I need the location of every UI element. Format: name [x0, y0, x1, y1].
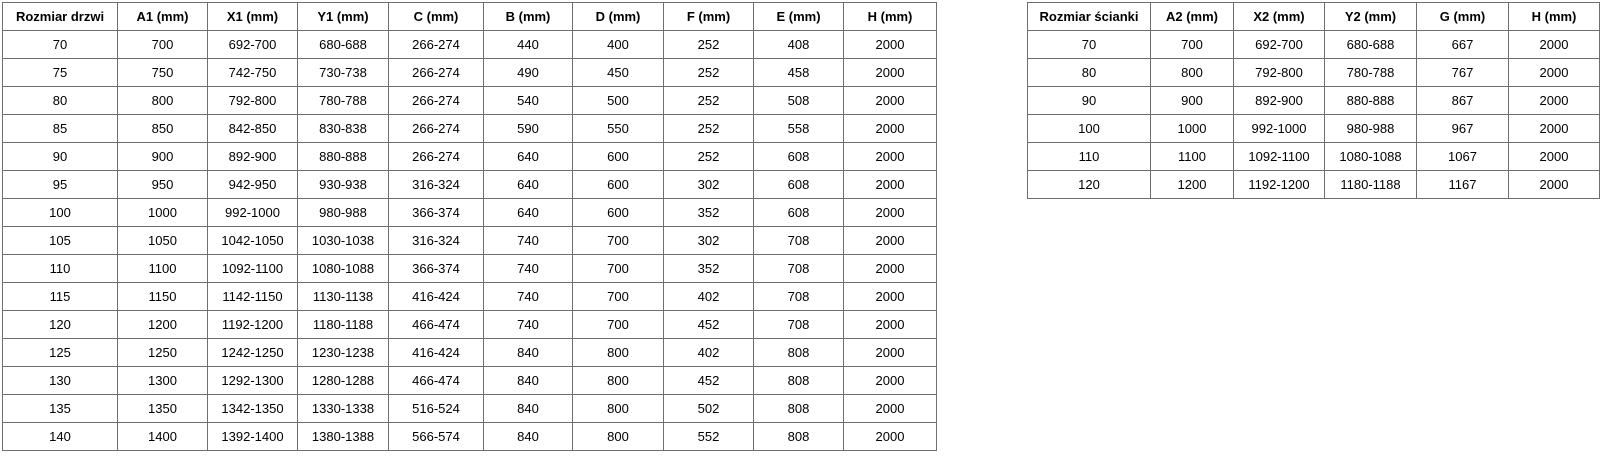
table-cell: 892-900 — [1234, 87, 1325, 115]
table-row — [3, 395, 937, 423]
table-cell: 840 — [484, 367, 573, 395]
table-cell: 600 — [573, 143, 664, 171]
table-cell: 1080-1088 — [298, 255, 389, 283]
table-cell: 792-800 — [208, 87, 298, 115]
column-header: A2 (mm) — [1151, 3, 1234, 31]
table-cell: 767 — [1417, 59, 1509, 87]
table-row — [3, 115, 937, 143]
table-cell: 1200 — [1151, 171, 1234, 199]
table-cell: 640 — [484, 199, 573, 227]
table-cell: 840 — [484, 423, 573, 451]
table-cell: 2000 — [844, 423, 937, 451]
table-cell: 840 — [484, 395, 573, 423]
table-row — [3, 255, 937, 283]
column-header: C (mm) — [389, 3, 484, 31]
table-cell: 125 — [3, 339, 118, 367]
table-cell: 1250 — [118, 339, 208, 367]
column-header: H (mm) — [1509, 3, 1600, 31]
table-cell: 800 — [573, 367, 664, 395]
table-cell: 1350 — [118, 395, 208, 423]
table-cell: 252 — [664, 143, 754, 171]
table-cell: 850 — [118, 115, 208, 143]
table-cell: 808 — [754, 423, 844, 451]
table-cell: 692-700 — [1234, 31, 1325, 59]
table-cell: 1280-1288 — [298, 367, 389, 395]
table-cell: 1342-1350 — [208, 395, 298, 423]
table-cell: 452 — [664, 311, 754, 339]
column-header: Y1 (mm) — [298, 3, 389, 31]
table-cell: 302 — [664, 171, 754, 199]
table-cell: 266-274 — [389, 115, 484, 143]
table-cell: 2000 — [844, 31, 937, 59]
table-row — [1028, 115, 1600, 143]
table-cell: 1200 — [118, 311, 208, 339]
table-row — [3, 143, 937, 171]
column-header: D (mm) — [573, 3, 664, 31]
table-cell: 892-900 — [208, 143, 298, 171]
header-row — [3, 3, 937, 31]
table-row — [3, 87, 937, 115]
column-header: F (mm) — [664, 3, 754, 31]
table-cell: 2000 — [844, 59, 937, 87]
table-cell: 840 — [484, 339, 573, 367]
table-cell: 680-688 — [298, 31, 389, 59]
table-cell: 700 — [573, 255, 664, 283]
table-cell: 992-1000 — [208, 199, 298, 227]
column-header: H (mm) — [844, 3, 937, 31]
table-cell: 1180-1188 — [1325, 171, 1417, 199]
table-cell: 70 — [3, 31, 118, 59]
table-cell: 800 — [573, 339, 664, 367]
table-cell: 100 — [1028, 115, 1151, 143]
table-cell: 252 — [664, 31, 754, 59]
table-cell: 566-574 — [389, 423, 484, 451]
table-cell: 2000 — [1509, 87, 1600, 115]
table-cell: 880-888 — [1325, 87, 1417, 115]
table-cell: 1380-1388 — [298, 423, 389, 451]
table-row — [3, 283, 937, 311]
table-cell: 502 — [664, 395, 754, 423]
table-cell: 740 — [484, 283, 573, 311]
table-cell: 105 — [3, 227, 118, 255]
table-cell: 867 — [1417, 87, 1509, 115]
table-row — [1028, 143, 1600, 171]
table-cell: 700 — [118, 31, 208, 59]
table-cell: 800 — [573, 423, 664, 451]
table-cell: 808 — [754, 339, 844, 367]
table-cell: 400 — [573, 31, 664, 59]
table-cell: 740 — [484, 311, 573, 339]
table-row — [1028, 31, 1600, 59]
table-cell: 1080-1088 — [1325, 143, 1417, 171]
table-cell: 600 — [573, 171, 664, 199]
table-cell: 2000 — [844, 283, 937, 311]
table-cell: 440 — [484, 31, 573, 59]
table-cell: 800 — [1151, 59, 1234, 87]
table-cell: 680-688 — [1325, 31, 1417, 59]
table-cell: 80 — [1028, 59, 1151, 87]
table-cell: 708 — [754, 227, 844, 255]
table-cell: 608 — [754, 199, 844, 227]
table-cell: 700 — [573, 311, 664, 339]
table-cell: 808 — [754, 367, 844, 395]
table-cell: 780-788 — [1325, 59, 1417, 87]
table-cell: 708 — [754, 311, 844, 339]
table-cell: 1330-1338 — [298, 395, 389, 423]
table-cell: 466-474 — [389, 311, 484, 339]
column-header: B (mm) — [484, 3, 573, 31]
table-cell: 140 — [3, 423, 118, 451]
table-cell: 1130-1138 — [298, 283, 389, 311]
table-cell: 1300 — [118, 367, 208, 395]
table-cell: 1192-1200 — [1234, 171, 1325, 199]
table-cell: 252 — [664, 59, 754, 87]
table-cell: 1242-1250 — [208, 339, 298, 367]
table-cell: 740 — [484, 227, 573, 255]
table-cell: 930-938 — [298, 171, 389, 199]
table-cell: 2000 — [844, 115, 937, 143]
table-cell: 110 — [1028, 143, 1151, 171]
table-cell: 640 — [484, 143, 573, 171]
table-cell: 552 — [664, 423, 754, 451]
table-cell: 266-274 — [389, 59, 484, 87]
table-cell: 316-324 — [389, 227, 484, 255]
table-row — [1028, 171, 1600, 199]
table-cell: 302 — [664, 227, 754, 255]
table-cell: 808 — [754, 395, 844, 423]
table-cell: 352 — [664, 199, 754, 227]
table-cell: 1067 — [1417, 143, 1509, 171]
table-row — [3, 171, 937, 199]
table-cell: 100 — [3, 199, 118, 227]
table-cell: 550 — [573, 115, 664, 143]
table-cell: 692-700 — [208, 31, 298, 59]
table-cell: 402 — [664, 283, 754, 311]
table-cell: 608 — [754, 143, 844, 171]
table-cell: 266-274 — [389, 143, 484, 171]
table-cell: 900 — [118, 143, 208, 171]
table-cell: 516-524 — [389, 395, 484, 423]
table-cell: 408 — [754, 31, 844, 59]
table-cell: 830-838 — [298, 115, 389, 143]
table-cell: 2000 — [844, 339, 937, 367]
table-cell: 1392-1400 — [208, 423, 298, 451]
table-cell: 1092-1100 — [1234, 143, 1325, 171]
table-cell: 1400 — [118, 423, 208, 451]
table-cell: 490 — [484, 59, 573, 87]
table-cell: 590 — [484, 115, 573, 143]
table-cell: 1030-1038 — [298, 227, 389, 255]
table-cell: 252 — [664, 115, 754, 143]
table-cell: 780-788 — [298, 87, 389, 115]
table-cell: 402 — [664, 339, 754, 367]
table-cell: 75 — [3, 59, 118, 87]
table-cell: 842-850 — [208, 115, 298, 143]
table-cell: 1150 — [118, 283, 208, 311]
table-cell: 950 — [118, 171, 208, 199]
table-cell: 708 — [754, 283, 844, 311]
table-cell: 130 — [3, 367, 118, 395]
table-cell: 352 — [664, 255, 754, 283]
table-cell: 1142-1150 — [208, 283, 298, 311]
table-cell: 792-800 — [1234, 59, 1325, 87]
table-cell: 967 — [1417, 115, 1509, 143]
table-cell: 266-274 — [389, 87, 484, 115]
table-cell: 366-374 — [389, 255, 484, 283]
table-cell: 900 — [1151, 87, 1234, 115]
column-header: A1 (mm) — [118, 3, 208, 31]
table-cell: 540 — [484, 87, 573, 115]
table-cell: 316-324 — [389, 171, 484, 199]
table-cell: 1192-1200 — [208, 311, 298, 339]
wall-panel-size-table — [1027, 2, 1600, 199]
table-row — [1028, 59, 1600, 87]
table-cell: 730-738 — [298, 59, 389, 87]
table-cell: 120 — [3, 311, 118, 339]
table-cell: 95 — [3, 171, 118, 199]
table-cell: 1042-1050 — [208, 227, 298, 255]
column-header: E (mm) — [754, 3, 844, 31]
column-header: X1 (mm) — [208, 3, 298, 31]
table-cell: 800 — [118, 87, 208, 115]
table-cell: 740 — [484, 255, 573, 283]
table-cell: 416-424 — [389, 339, 484, 367]
table-cell: 70 — [1028, 31, 1151, 59]
table-cell: 2000 — [1509, 115, 1600, 143]
table-cell: 1000 — [1151, 115, 1234, 143]
table-cell: 1292-1300 — [208, 367, 298, 395]
table-cell: 750 — [118, 59, 208, 87]
table-cell: 1100 — [118, 255, 208, 283]
table-cell: 450 — [573, 59, 664, 87]
table-cell: 416-424 — [389, 283, 484, 311]
table-cell: 2000 — [1509, 171, 1600, 199]
table-cell: 2000 — [844, 311, 937, 339]
table-row — [3, 339, 937, 367]
table-cell: 115 — [3, 283, 118, 311]
table-row — [3, 311, 937, 339]
table-cell: 980-988 — [298, 199, 389, 227]
table-cell: 508 — [754, 87, 844, 115]
table-cell: 2000 — [844, 395, 937, 423]
table-cell: 2000 — [844, 367, 937, 395]
table-cell: 640 — [484, 171, 573, 199]
table-cell: 120 — [1028, 171, 1151, 199]
table-cell: 2000 — [844, 227, 937, 255]
table-cell: 600 — [573, 199, 664, 227]
table-cell: 452 — [664, 367, 754, 395]
table-cell: 80 — [3, 87, 118, 115]
table-cell: 700 — [1151, 31, 1234, 59]
table-cell: 700 — [573, 283, 664, 311]
column-header: Rozmiar ścianki — [1028, 3, 1151, 31]
table-cell: 1100 — [1151, 143, 1234, 171]
table-cell: 880-888 — [298, 143, 389, 171]
column-header: Rozmiar drzwi — [3, 3, 118, 31]
table-cell: 458 — [754, 59, 844, 87]
table-cell: 2000 — [844, 255, 937, 283]
table-cell: 110 — [3, 255, 118, 283]
door-size-table — [2, 2, 937, 451]
table-cell: 942-950 — [208, 171, 298, 199]
table-cell: 2000 — [844, 171, 937, 199]
table-cell: 2000 — [1509, 59, 1600, 87]
table-cell: 266-274 — [389, 31, 484, 59]
table-row — [3, 199, 937, 227]
table-cell: 742-750 — [208, 59, 298, 87]
table-cell: 85 — [3, 115, 118, 143]
table-cell: 2000 — [1509, 143, 1600, 171]
table-cell: 992-1000 — [1234, 115, 1325, 143]
table-cell: 2000 — [1509, 31, 1600, 59]
column-header: X2 (mm) — [1234, 3, 1325, 31]
column-header: Y2 (mm) — [1325, 3, 1417, 31]
table-cell: 2000 — [844, 143, 937, 171]
table-cell: 2000 — [844, 87, 937, 115]
table-cell: 667 — [1417, 31, 1509, 59]
table-row — [3, 367, 937, 395]
table-cell: 558 — [754, 115, 844, 143]
table-cell: 252 — [664, 87, 754, 115]
table-cell: 1167 — [1417, 171, 1509, 199]
table-cell: 1000 — [118, 199, 208, 227]
table-cell: 980-988 — [1325, 115, 1417, 143]
table-cell: 466-474 — [389, 367, 484, 395]
table-row — [3, 423, 937, 451]
column-header: G (mm) — [1417, 3, 1509, 31]
table-row — [3, 227, 937, 255]
table-cell: 1050 — [118, 227, 208, 255]
table-cell: 366-374 — [389, 199, 484, 227]
header-row — [1028, 3, 1600, 31]
table-row — [3, 59, 937, 87]
table-cell: 500 — [573, 87, 664, 115]
table-cell: 2000 — [844, 199, 937, 227]
table-cell: 135 — [3, 395, 118, 423]
table-cell: 608 — [754, 171, 844, 199]
table-cell: 90 — [1028, 87, 1151, 115]
table-cell: 708 — [754, 255, 844, 283]
table-row — [3, 31, 937, 59]
table-cell: 1230-1238 — [298, 339, 389, 367]
table-cell: 800 — [573, 395, 664, 423]
table-cell: 90 — [3, 143, 118, 171]
table-cell: 1180-1188 — [298, 311, 389, 339]
table-cell: 700 — [573, 227, 664, 255]
table-cell: 1092-1100 — [208, 255, 298, 283]
table-row — [1028, 87, 1600, 115]
